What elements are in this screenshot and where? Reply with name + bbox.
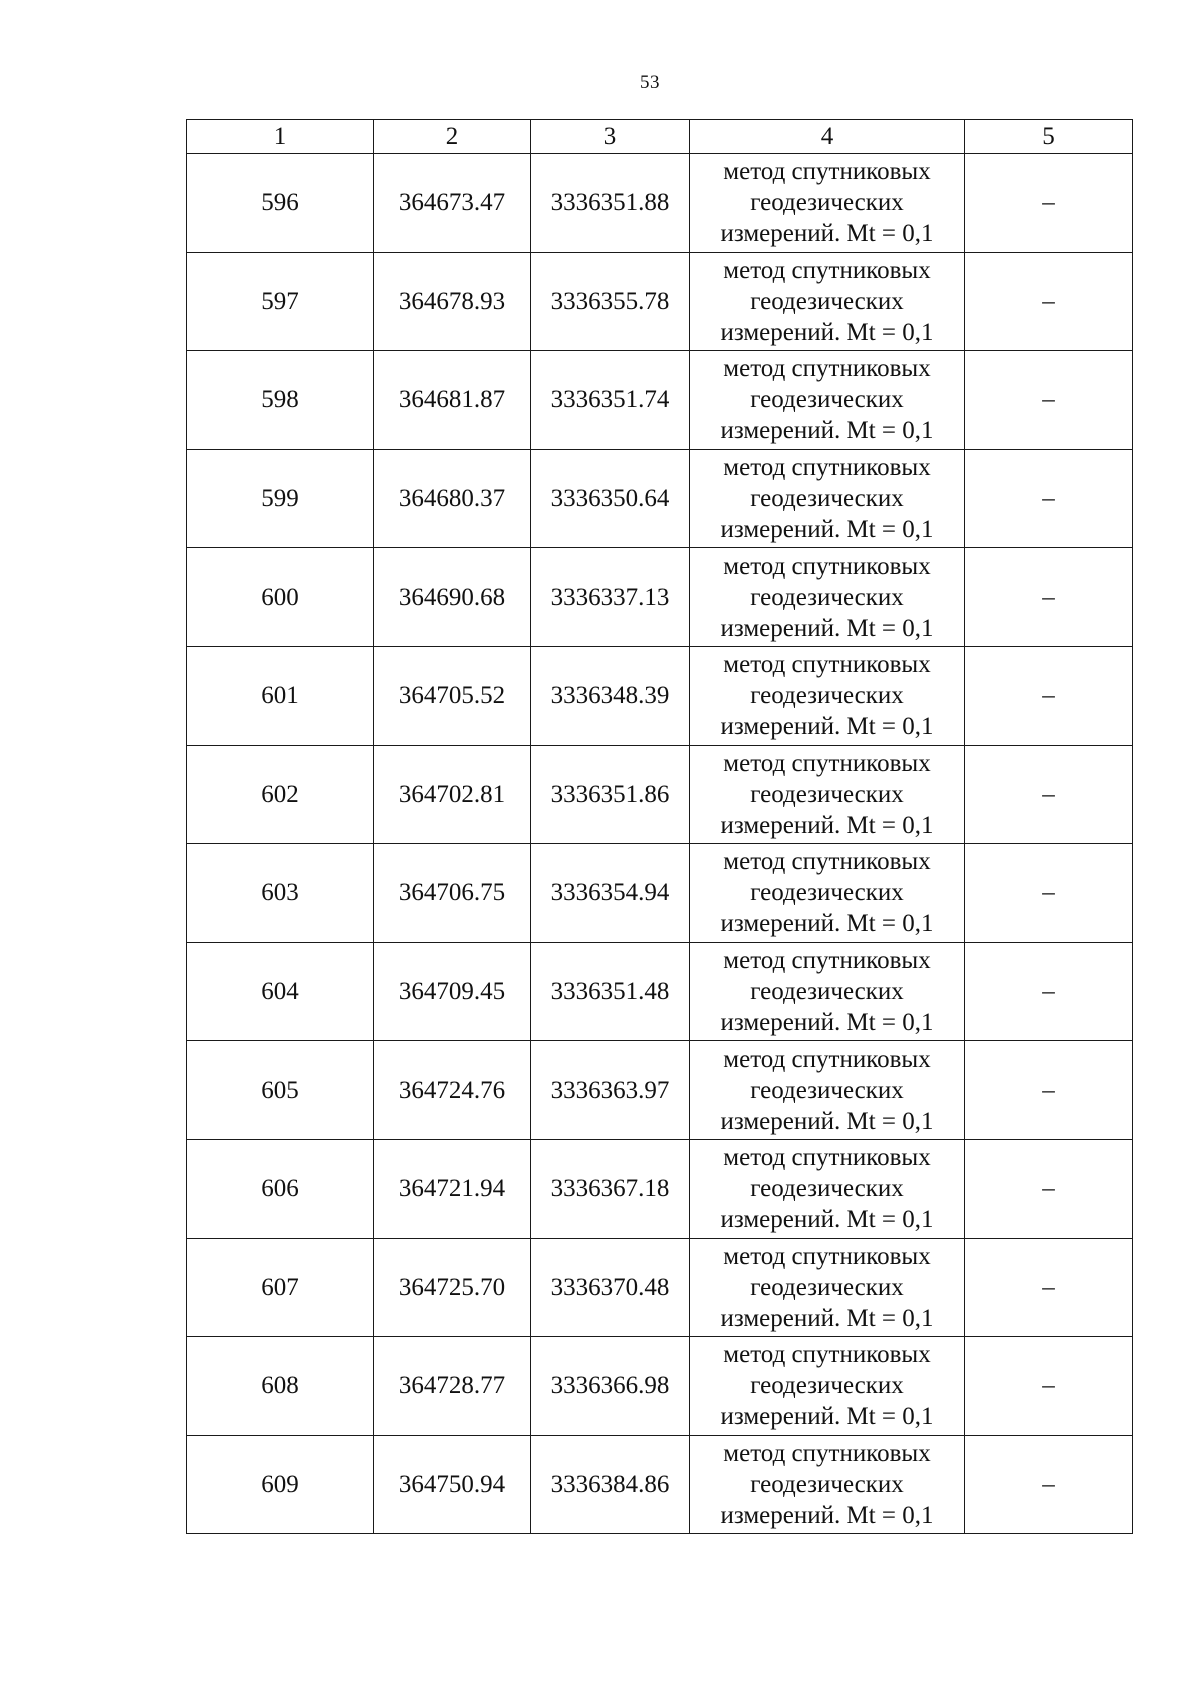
method-line: геодезических [750,1273,904,1301]
point-number-cell: 597 [187,252,374,351]
column-header-4: 4 [690,120,965,154]
method-line: измерений. Mt = 0,1 [720,318,934,346]
method-line: геодезических [750,879,904,907]
y-coordinate-cell: 3336351.74 [531,351,690,450]
method-line: измерений. Mt = 0,1 [720,811,934,839]
point-number-cell: 604 [187,942,374,1041]
method-line: геодезических [750,1175,904,1203]
table-row [187,646,1133,745]
x-coordinate-cell: 364681.87 [374,351,531,450]
x-coordinate-cell: 364690.68 [374,548,531,647]
x-coordinate-cell: 364725.70 [374,1238,531,1337]
column-header-2: 2 [374,120,531,154]
method-line: измерений. Mt = 0,1 [720,516,934,544]
method-cell [690,1337,965,1436]
page-number: 53 [640,72,660,93]
note-cell: – [965,449,1133,548]
note-cell: – [965,745,1133,844]
table-row [187,942,1133,1041]
method-cell [690,548,965,647]
method-cell [690,252,965,351]
method-line: измерений. Mt = 0,1 [720,417,934,445]
method-line: геодезических [750,780,904,808]
method-cell [690,1041,965,1140]
x-coordinate-cell: 364724.76 [374,1041,531,1140]
note-cell: – [965,252,1133,351]
method-line: геодезических [750,386,904,414]
point-number-cell: 599 [187,449,374,548]
note-cell: – [965,1238,1133,1337]
method-line: метод спутниковых [723,256,931,284]
method-line: геодезических [750,978,904,1006]
method-line: геодезических [750,1471,904,1499]
point-number-cell: 602 [187,745,374,844]
y-coordinate-cell: 3336384.86 [531,1435,690,1534]
method-line: метод спутниковых [723,749,931,777]
y-coordinate-cell: 3336370.48 [531,1238,690,1337]
x-coordinate-cell: 364709.45 [374,942,531,1041]
method-cell [690,844,965,943]
table-row [187,154,1133,253]
method-line: метод спутниковых [723,1341,931,1369]
table-row [187,844,1133,943]
method-cell [690,1139,965,1238]
y-coordinate-cell: 3336363.97 [531,1041,690,1140]
method-cell [690,942,965,1041]
column-header-3: 3 [531,120,690,154]
y-coordinate-cell: 3336367.18 [531,1139,690,1238]
method-line: метод спутниковых [723,848,931,876]
method-line: метод спутниковых [723,1144,931,1172]
method-line: измерений. Mt = 0,1 [720,1107,934,1135]
x-coordinate-cell: 364673.47 [374,154,531,253]
method-line: геодезических [750,485,904,513]
method-line: геодезических [750,682,904,710]
method-line: метод спутниковых [723,947,931,975]
method-line: измерений. Mt = 0,1 [720,1304,934,1332]
method-cell [690,449,965,548]
method-line: измерений. Mt = 0,1 [720,910,934,938]
x-coordinate-cell: 364750.94 [374,1435,531,1534]
point-number-cell: 605 [187,1041,374,1140]
note-cell: – [965,154,1133,253]
table-body [187,154,1133,1534]
method-cell [690,154,965,253]
method-line: измерений. Mt = 0,1 [720,1009,934,1037]
table-row [187,1238,1133,1337]
coordinates-table [186,119,1133,1534]
method-cell [690,351,965,450]
method-line: измерений. Mt = 0,1 [720,1403,934,1431]
note-cell: – [965,844,1133,943]
table-row [187,351,1133,450]
point-number-cell: 600 [187,548,374,647]
y-coordinate-cell: 3336355.78 [531,252,690,351]
method-line: геодезических [750,287,904,315]
point-number-cell: 608 [187,1337,374,1436]
method-cell [690,1238,965,1337]
note-cell: – [965,1041,1133,1140]
point-number-cell: 596 [187,154,374,253]
method-line: измерений. Mt = 0,1 [720,614,934,642]
method-line: измерений. Mt = 0,1 [720,1206,934,1234]
note-cell: – [965,942,1133,1041]
x-coordinate-cell: 364702.81 [374,745,531,844]
y-coordinate-cell: 3336348.39 [531,646,690,745]
y-coordinate-cell: 3336351.86 [531,745,690,844]
x-coordinate-cell: 364680.37 [374,449,531,548]
x-coordinate-cell: 364705.52 [374,646,531,745]
table-row [187,1337,1133,1436]
point-number-cell: 598 [187,351,374,450]
y-coordinate-cell: 3336354.94 [531,844,690,943]
note-cell: – [965,1435,1133,1534]
method-line: геодезических [750,189,904,217]
table-row [187,252,1133,351]
method-cell [690,745,965,844]
method-line: метод спутниковых [723,158,931,186]
point-number-cell: 607 [187,1238,374,1337]
y-coordinate-cell: 3336351.48 [531,942,690,1041]
method-line: геодезических [750,583,904,611]
method-line: метод спутниковых [723,1242,931,1270]
y-coordinate-cell: 3336337.13 [531,548,690,647]
method-line: измерений. Mt = 0,1 [720,220,934,248]
x-coordinate-cell: 364728.77 [374,1337,531,1436]
note-cell: – [965,1337,1133,1436]
table-row [187,745,1133,844]
method-line: метод спутниковых [723,1440,931,1468]
y-coordinate-cell: 3336351.88 [531,154,690,253]
table-row [187,449,1133,548]
method-line: метод спутниковых [723,1045,931,1073]
column-header-5: 5 [965,120,1133,154]
note-cell: – [965,1139,1133,1238]
y-coordinate-cell: 3336366.98 [531,1337,690,1436]
x-coordinate-cell: 364721.94 [374,1139,531,1238]
point-number-cell: 603 [187,844,374,943]
method-cell [690,646,965,745]
method-line: измерений. Mt = 0,1 [720,1502,934,1530]
point-number-cell: 609 [187,1435,374,1534]
x-coordinate-cell: 364706.75 [374,844,531,943]
column-header-1: 1 [187,120,374,154]
y-coordinate-cell: 3336350.64 [531,449,690,548]
method-line: геодезических [750,1372,904,1400]
x-coordinate-cell: 364678.93 [374,252,531,351]
method-line: метод спутниковых [723,454,931,482]
method-line: метод спутниковых [723,651,931,679]
point-number-cell: 601 [187,646,374,745]
note-cell: – [965,646,1133,745]
table-row [187,1139,1133,1238]
table-row [187,548,1133,647]
point-number-cell: 606 [187,1139,374,1238]
note-cell: – [965,351,1133,450]
method-line: геодезических [750,1076,904,1104]
method-line: измерений. Mt = 0,1 [720,713,934,741]
method-line: метод спутниковых [723,552,931,580]
table-row [187,1435,1133,1534]
table-header-row [187,120,1133,154]
method-cell [690,1435,965,1534]
note-cell: – [965,548,1133,647]
table-row [187,1041,1133,1140]
method-line: метод спутниковых [723,355,931,383]
